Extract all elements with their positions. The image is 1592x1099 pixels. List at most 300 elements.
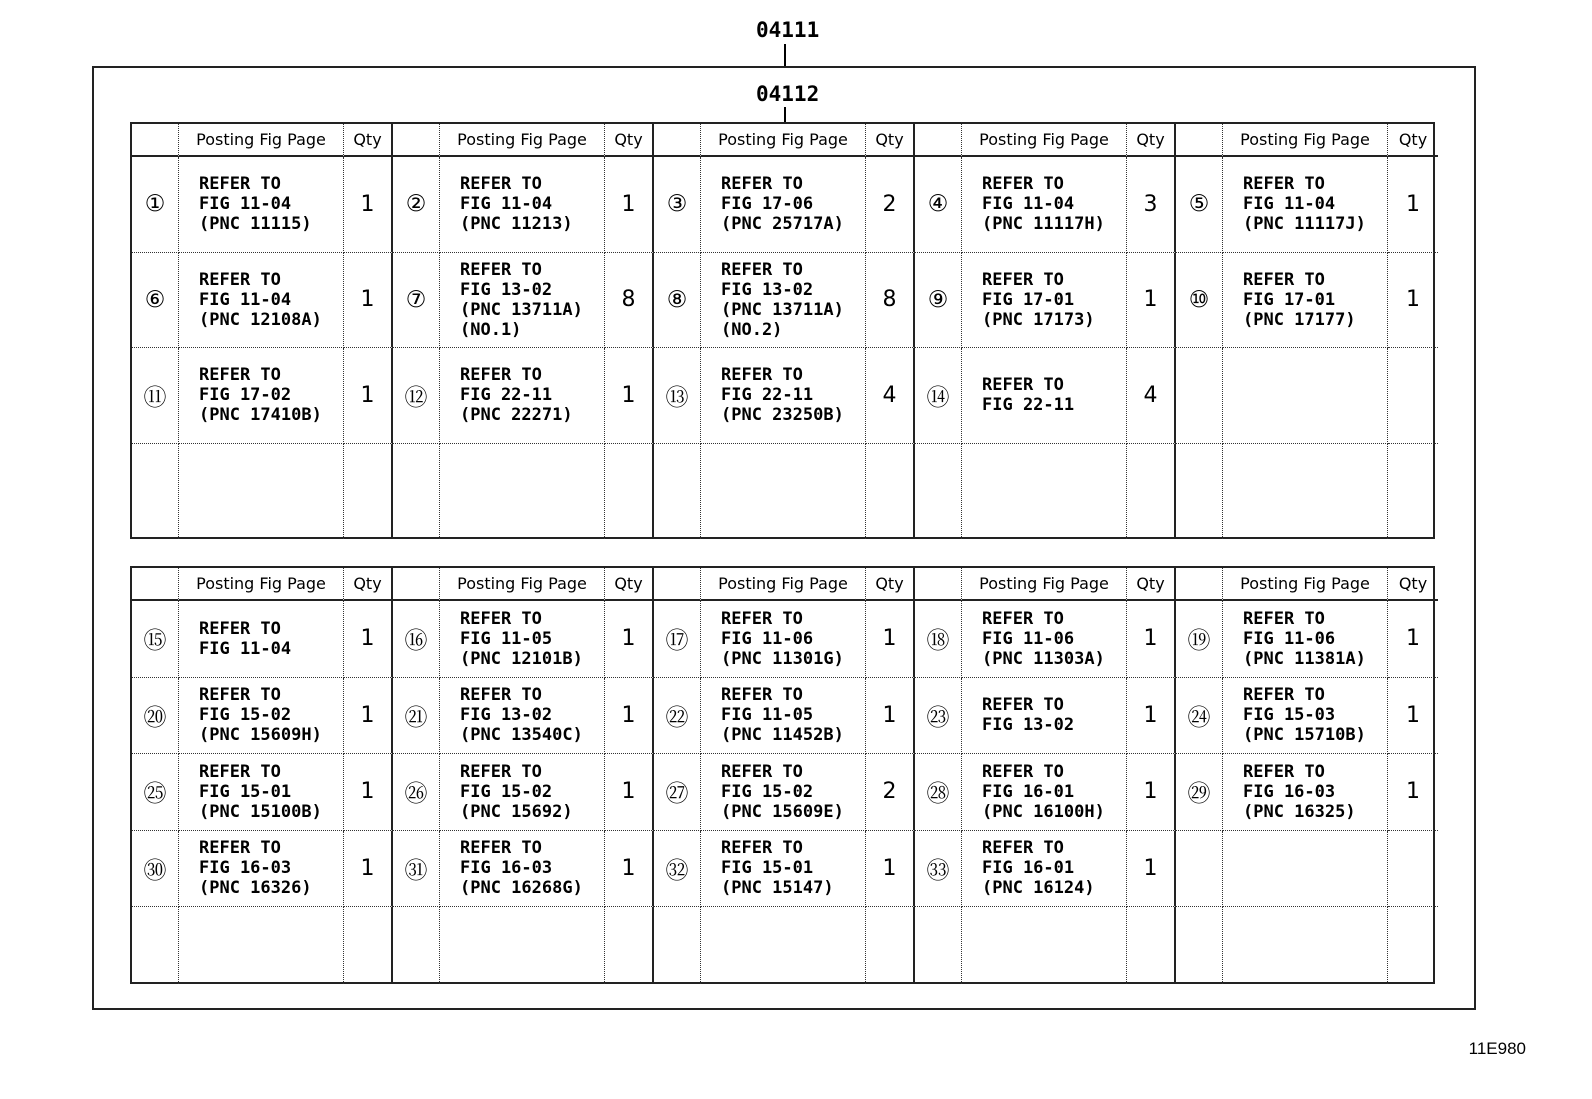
item-reference bbox=[440, 174, 573, 234]
item-qty-cell bbox=[1388, 754, 1438, 831]
item-reference-line: FIG 11-04 bbox=[199, 289, 292, 310]
item-reference-line: REFER TO bbox=[1243, 269, 1325, 290]
item-reference-cell bbox=[1223, 601, 1388, 678]
header-ref-label: Posting Fig Page bbox=[718, 130, 848, 149]
header-ref-cell bbox=[962, 124, 1127, 157]
item-number-cell bbox=[1176, 601, 1223, 678]
item-qty-cell bbox=[344, 157, 393, 253]
item-reference bbox=[179, 838, 312, 898]
item-reference-cell bbox=[962, 601, 1127, 678]
item-qty-cell bbox=[1127, 444, 1176, 540]
header-qty-label: Qty bbox=[875, 130, 904, 149]
item-reference-line: (PNC 25717A) bbox=[721, 214, 844, 235]
item-qty-cell bbox=[1127, 754, 1176, 831]
item-number: ㉔ bbox=[1187, 704, 1211, 731]
item-reference-line: (PNC 17177) bbox=[1243, 309, 1356, 330]
item-reference-cell bbox=[1223, 444, 1388, 540]
item-qty-cell bbox=[1127, 678, 1176, 755]
item-reference-cell bbox=[701, 678, 866, 755]
item-reference bbox=[701, 685, 844, 745]
item-number: ① bbox=[144, 191, 166, 218]
item-qty: 2 bbox=[882, 191, 897, 217]
item-qty-cell bbox=[605, 253, 654, 349]
item-number-cell bbox=[1176, 444, 1223, 540]
item-reference-cell bbox=[701, 907, 866, 984]
header-number-cell bbox=[132, 568, 179, 601]
item-reference-line: FIG 13-02 bbox=[460, 705, 553, 726]
item-qty: 1 bbox=[1406, 779, 1420, 805]
header-number-cell bbox=[393, 124, 440, 157]
item-qty: 4 bbox=[1143, 382, 1158, 408]
item-reference bbox=[962, 762, 1105, 822]
item-reference bbox=[440, 365, 573, 425]
header-ref-label: Posting Fig Page bbox=[718, 574, 848, 593]
item-reference-cell bbox=[1223, 253, 1388, 349]
item-reference-line: REFER TO bbox=[721, 365, 803, 386]
item-qty-cell bbox=[866, 601, 915, 678]
item-reference-cell bbox=[962, 157, 1127, 253]
item-reference-line: FIG 11-04 bbox=[1243, 194, 1336, 215]
item-reference-cell bbox=[962, 253, 1127, 349]
item-reference-line: REFER TO bbox=[460, 608, 542, 629]
item-reference-line: FIG 11-06 bbox=[982, 628, 1075, 649]
item-reference bbox=[701, 838, 834, 898]
header-qty-cell bbox=[866, 124, 915, 157]
item-qty-cell bbox=[605, 601, 654, 678]
item-reference-cell bbox=[1223, 754, 1388, 831]
item-reference-cell bbox=[179, 907, 344, 984]
item-qty: 1 bbox=[882, 626, 897, 652]
item-number: ㉙ bbox=[1187, 781, 1211, 808]
item-reference-line: FIG 11-04 bbox=[982, 194, 1075, 215]
header-qty-cell bbox=[1127, 568, 1176, 601]
header-qty-label: Qty bbox=[875, 574, 904, 593]
item-reference-line: FIG 16-03 bbox=[460, 858, 553, 879]
item-reference-cell bbox=[179, 831, 344, 908]
header-qty-label: Qty bbox=[1136, 574, 1165, 593]
item-reference-line: REFER TO bbox=[199, 365, 281, 386]
item-reference-cell bbox=[962, 907, 1127, 984]
item-reference bbox=[1223, 609, 1366, 669]
item-reference-line: REFER TO bbox=[1243, 685, 1325, 706]
item-reference-line: FIG 16-01 bbox=[982, 858, 1075, 879]
item-reference bbox=[440, 685, 583, 745]
item-qty: 1 bbox=[621, 626, 636, 652]
item-reference-cell bbox=[701, 754, 866, 831]
item-reference-line: (PNC 11303A) bbox=[982, 648, 1105, 669]
item-reference-line: REFER TO bbox=[460, 838, 542, 859]
item-number-cell bbox=[132, 253, 179, 349]
item-qty-cell bbox=[605, 157, 654, 253]
item-reference-line: (PNC 11115) bbox=[199, 214, 312, 235]
item-reference-cell bbox=[962, 831, 1127, 908]
item-reference bbox=[1223, 762, 1356, 822]
item-reference-line: FIG 16-01 bbox=[982, 781, 1075, 802]
item-reference-line: (PNC 16268G) bbox=[460, 878, 583, 899]
item-number-cell bbox=[132, 601, 179, 678]
item-reference bbox=[179, 174, 312, 234]
item-number: ㉖ bbox=[404, 781, 428, 808]
item-reference-line: REFER TO bbox=[460, 365, 542, 386]
item-reference-line: FIG 16-03 bbox=[199, 858, 292, 879]
item-qty-cell bbox=[1388, 444, 1438, 540]
item-reference-cell bbox=[440, 907, 605, 984]
item-number-cell bbox=[393, 907, 440, 984]
header-qty-cell bbox=[344, 124, 393, 157]
item-number-cell bbox=[654, 754, 701, 831]
item-reference bbox=[179, 762, 322, 822]
item-reference-line: (PNC 16100H) bbox=[982, 801, 1105, 822]
item-reference-cell bbox=[179, 444, 344, 540]
item-qty-cell bbox=[1388, 253, 1438, 349]
item-qty: 8 bbox=[621, 287, 636, 313]
item-reference bbox=[962, 609, 1105, 669]
item-number-cell bbox=[393, 754, 440, 831]
item-reference-line: FIG 13-02 bbox=[460, 279, 553, 300]
item-qty: 1 bbox=[360, 626, 375, 652]
item-qty-cell bbox=[1127, 907, 1176, 984]
item-reference-line: (PNC 17410B) bbox=[199, 405, 322, 426]
item-qty-cell bbox=[344, 601, 393, 678]
item-qty-cell bbox=[1388, 907, 1438, 984]
item-number: ⑩ bbox=[1188, 286, 1210, 313]
item-reference-line: REFER TO bbox=[199, 618, 281, 639]
item-reference-line: REFER TO bbox=[1243, 608, 1325, 629]
item-reference-cell bbox=[701, 831, 866, 908]
item-reference bbox=[962, 375, 1074, 415]
item-reference-cell bbox=[962, 444, 1127, 540]
header-ref-label: Posting Fig Page bbox=[979, 130, 1109, 149]
header-ref-label: Posting Fig Page bbox=[457, 574, 587, 593]
item-reference-line: (NO.1) bbox=[460, 319, 522, 340]
item-number: ② bbox=[405, 191, 427, 218]
item-number: ㉛ bbox=[404, 857, 428, 884]
item-number: ⑧ bbox=[666, 286, 688, 313]
item-number-cell bbox=[915, 601, 962, 678]
header-ref-cell bbox=[962, 568, 1127, 601]
item-reference bbox=[962, 270, 1095, 330]
item-qty-cell bbox=[866, 754, 915, 831]
item-number-cell bbox=[915, 754, 962, 831]
item-qty-cell bbox=[1388, 831, 1438, 908]
item-qty-cell bbox=[866, 831, 915, 908]
item-qty: 1 bbox=[360, 382, 375, 408]
item-number-cell bbox=[393, 678, 440, 755]
item-qty-cell bbox=[1127, 157, 1176, 253]
item-reference-line: (PNC 16124) bbox=[982, 878, 1095, 899]
item-qty: 1 bbox=[621, 702, 636, 728]
item-reference-line: (PNC 11117J) bbox=[1243, 214, 1366, 235]
item-reference-cell bbox=[179, 754, 344, 831]
item-qty-cell bbox=[1388, 601, 1438, 678]
item-qty: 1 bbox=[1143, 287, 1158, 313]
item-reference-line: FIG 15-02 bbox=[721, 781, 814, 802]
header-ref-label: Posting Fig Page bbox=[196, 574, 326, 593]
item-qty-cell bbox=[605, 907, 654, 984]
item-reference-line: FIG 17-01 bbox=[982, 289, 1075, 310]
item-number: ㉓ bbox=[926, 704, 950, 731]
item-number-cell bbox=[654, 444, 701, 540]
item-reference-line: FIG 16-03 bbox=[1243, 781, 1336, 802]
item-reference-cell bbox=[1223, 678, 1388, 755]
item-qty: 1 bbox=[1143, 855, 1158, 881]
item-qty-cell bbox=[605, 754, 654, 831]
item-number: ⑰ bbox=[665, 628, 689, 655]
item-number-cell bbox=[915, 253, 962, 349]
item-number: ③ bbox=[666, 191, 688, 218]
item-reference-line: REFER TO bbox=[199, 174, 281, 195]
item-number: ⑯ bbox=[404, 628, 428, 655]
item-qty: 2 bbox=[882, 779, 897, 805]
parts-table-1 bbox=[130, 122, 1435, 539]
item-reference-line: (PNC 15710B) bbox=[1243, 725, 1366, 746]
header-ref-cell bbox=[1223, 124, 1388, 157]
header-qty-cell bbox=[605, 124, 654, 157]
item-reference bbox=[1223, 174, 1366, 234]
item-qty-cell bbox=[1127, 253, 1176, 349]
item-number: ⑨ bbox=[927, 286, 949, 313]
item-reference-cell bbox=[1223, 831, 1388, 908]
header-qty-label: Qty bbox=[353, 130, 382, 149]
item-qty: 3 bbox=[1143, 191, 1158, 217]
item-number: ⑤ bbox=[1188, 191, 1210, 218]
item-reference-line: REFER TO bbox=[982, 269, 1064, 290]
item-reference-line: (NO.2) bbox=[721, 319, 783, 340]
item-reference-line: FIG 11-05 bbox=[721, 705, 814, 726]
item-reference-cell bbox=[962, 678, 1127, 755]
item-qty: 1 bbox=[360, 779, 375, 805]
item-reference-line: (PNC 16326) bbox=[199, 878, 312, 899]
item-qty: 1 bbox=[1143, 626, 1158, 652]
item-reference-cell bbox=[179, 157, 344, 253]
item-number-cell bbox=[132, 157, 179, 253]
item-reference bbox=[962, 174, 1105, 234]
item-reference-line: REFER TO bbox=[982, 695, 1064, 716]
assembly-inner-leader bbox=[784, 107, 786, 123]
item-number-cell bbox=[654, 831, 701, 908]
item-number: ㉚ bbox=[143, 857, 167, 884]
item-qty-cell bbox=[605, 444, 654, 540]
header-qty-cell bbox=[605, 568, 654, 601]
header-qty-label: Qty bbox=[614, 574, 643, 593]
assembly-outer-leader bbox=[784, 44, 786, 66]
item-qty-cell bbox=[1127, 831, 1176, 908]
header-ref-cell bbox=[701, 124, 866, 157]
item-qty-cell bbox=[344, 348, 393, 444]
item-number-cell bbox=[1176, 348, 1223, 444]
item-reference-line: (PNC 22271) bbox=[460, 405, 573, 426]
item-reference-line: REFER TO bbox=[721, 174, 803, 195]
header-ref-label: Posting Fig Page bbox=[196, 130, 326, 149]
item-reference-line: (PNC 12101B) bbox=[460, 648, 583, 669]
item-reference-line: REFER TO bbox=[721, 685, 803, 706]
item-reference-line: (PNC 11452B) bbox=[721, 725, 844, 746]
item-reference bbox=[440, 762, 573, 822]
item-number-cell bbox=[654, 253, 701, 349]
item-number-cell bbox=[393, 348, 440, 444]
item-number-cell bbox=[654, 907, 701, 984]
item-reference-cell bbox=[701, 157, 866, 253]
item-reference-cell bbox=[440, 444, 605, 540]
item-reference-line: FIG 17-01 bbox=[1243, 289, 1336, 310]
item-reference-line: REFER TO bbox=[460, 174, 542, 195]
item-reference-line: (PNC 11117H) bbox=[982, 214, 1105, 235]
item-number: ⑫ bbox=[404, 384, 428, 411]
item-qty-cell bbox=[1388, 678, 1438, 755]
item-reference-line: (PNC 11301G) bbox=[721, 648, 844, 669]
header-number-cell bbox=[654, 568, 701, 601]
item-reference bbox=[962, 838, 1095, 898]
item-reference-line: (PNC 15692) bbox=[460, 801, 573, 822]
item-number-cell bbox=[915, 157, 962, 253]
item-number: ⑱ bbox=[926, 628, 950, 655]
item-reference bbox=[440, 260, 583, 340]
item-reference-cell bbox=[440, 754, 605, 831]
item-reference-cell bbox=[440, 348, 605, 444]
item-reference-line: REFER TO bbox=[721, 838, 803, 859]
header-qty-cell bbox=[866, 568, 915, 601]
item-number-cell bbox=[654, 601, 701, 678]
item-reference-cell bbox=[179, 348, 344, 444]
item-number-cell bbox=[393, 444, 440, 540]
item-reference-line: FIG 11-06 bbox=[721, 628, 814, 649]
item-reference-line: FIG 15-02 bbox=[460, 781, 553, 802]
header-ref-cell bbox=[1223, 568, 1388, 601]
header-qty-label: Qty bbox=[1136, 130, 1165, 149]
header-qty-cell bbox=[1388, 124, 1438, 157]
parts-table-2 bbox=[130, 566, 1435, 984]
item-number: ⑬ bbox=[665, 384, 689, 411]
item-reference-line: (PNC 15147) bbox=[721, 878, 834, 899]
item-reference-cell bbox=[701, 253, 866, 349]
item-number-cell bbox=[915, 678, 962, 755]
header-ref-label: Posting Fig Page bbox=[457, 130, 587, 149]
item-qty-cell bbox=[1127, 348, 1176, 444]
header-qty-label: Qty bbox=[1398, 130, 1428, 149]
item-reference-line: (PNC 16325) bbox=[1243, 801, 1356, 822]
item-reference-cell bbox=[440, 831, 605, 908]
item-reference-line: FIG 22-11 bbox=[982, 395, 1075, 416]
item-number: ⑪ bbox=[143, 384, 167, 411]
item-qty-cell bbox=[344, 754, 393, 831]
item-reference bbox=[179, 365, 322, 425]
item-reference-cell bbox=[701, 348, 866, 444]
item-qty-cell bbox=[866, 348, 915, 444]
item-number: ㉘ bbox=[926, 781, 950, 808]
item-reference-line: FIG 15-01 bbox=[721, 858, 814, 879]
header-number-cell bbox=[393, 568, 440, 601]
item-qty: 1 bbox=[1406, 702, 1420, 728]
item-reference-cell bbox=[1223, 348, 1388, 444]
item-qty-cell bbox=[1388, 157, 1438, 253]
item-qty: 1 bbox=[621, 779, 636, 805]
item-qty-cell bbox=[1388, 348, 1438, 444]
item-reference bbox=[1223, 270, 1356, 330]
item-qty-cell bbox=[344, 831, 393, 908]
item-number-cell bbox=[132, 678, 179, 755]
header-ref-cell bbox=[440, 124, 605, 157]
item-reference-line: REFER TO bbox=[982, 608, 1064, 629]
item-reference bbox=[179, 685, 322, 745]
item-qty: 1 bbox=[621, 191, 636, 217]
item-qty: 1 bbox=[1143, 779, 1158, 805]
header-qty-label: Qty bbox=[353, 574, 382, 593]
item-qty-cell bbox=[866, 678, 915, 755]
item-reference-line: REFER TO bbox=[199, 838, 281, 859]
item-reference-line: FIG 11-04 bbox=[460, 194, 553, 215]
item-number: ㉕ bbox=[143, 781, 167, 808]
item-reference-line: REFER TO bbox=[982, 761, 1064, 782]
item-reference-line: FIG 17-02 bbox=[199, 385, 292, 406]
item-number: ⑲ bbox=[1187, 628, 1211, 655]
item-reference bbox=[1223, 685, 1366, 745]
item-number-cell bbox=[915, 444, 962, 540]
item-qty-cell bbox=[605, 831, 654, 908]
item-number-cell bbox=[915, 348, 962, 444]
item-reference-cell bbox=[179, 253, 344, 349]
item-reference-line: FIG 11-04 bbox=[199, 638, 292, 659]
item-qty: 8 bbox=[882, 287, 897, 313]
item-number: ⑦ bbox=[405, 286, 427, 313]
item-qty-cell bbox=[605, 348, 654, 444]
item-qty: 1 bbox=[360, 191, 375, 217]
item-number-cell bbox=[1176, 678, 1223, 755]
item-number: ㉗ bbox=[665, 781, 689, 808]
item-number: ⑥ bbox=[144, 286, 166, 313]
item-number-cell bbox=[393, 157, 440, 253]
header-number-cell bbox=[915, 568, 962, 601]
item-reference-line: REFER TO bbox=[199, 269, 281, 290]
item-reference bbox=[440, 838, 583, 898]
item-reference bbox=[701, 762, 844, 822]
header-ref-cell bbox=[701, 568, 866, 601]
item-number-cell bbox=[132, 907, 179, 984]
item-reference-line: REFER TO bbox=[721, 608, 803, 629]
item-reference-line: (PNC 23250B) bbox=[721, 405, 844, 426]
item-reference-line: FIG 13-02 bbox=[721, 279, 814, 300]
item-qty-cell bbox=[866, 157, 915, 253]
item-reference-line: FIG 11-04 bbox=[199, 194, 292, 215]
item-number: ⑮ bbox=[143, 628, 167, 655]
header-ref-label: Posting Fig Page bbox=[1240, 130, 1370, 149]
item-qty: 1 bbox=[1143, 702, 1158, 728]
header-qty-label: Qty bbox=[1398, 574, 1428, 593]
item-reference-line: (PNC 12108A) bbox=[199, 309, 322, 330]
item-number: ㉝ bbox=[926, 857, 950, 884]
item-number-cell bbox=[132, 444, 179, 540]
item-number-cell bbox=[393, 253, 440, 349]
item-reference-cell bbox=[962, 754, 1127, 831]
item-number-cell bbox=[915, 831, 962, 908]
item-number-cell bbox=[1176, 907, 1223, 984]
item-reference bbox=[701, 609, 844, 669]
item-reference-line: FIG 17-06 bbox=[721, 194, 814, 215]
item-reference-line: REFER TO bbox=[982, 838, 1064, 859]
figure-code: 11E980 bbox=[1468, 1039, 1526, 1058]
header-number-cell bbox=[1176, 568, 1223, 601]
item-qty-cell bbox=[344, 907, 393, 984]
item-reference-line: FIG 11-06 bbox=[1243, 628, 1336, 649]
item-qty: 1 bbox=[621, 382, 636, 408]
item-qty-cell bbox=[866, 444, 915, 540]
header-qty-label: Qty bbox=[614, 130, 643, 149]
header-ref-cell bbox=[179, 124, 344, 157]
item-number-cell bbox=[132, 348, 179, 444]
item-number-cell bbox=[654, 157, 701, 253]
item-qty-cell bbox=[866, 253, 915, 349]
item-number-cell bbox=[654, 678, 701, 755]
item-reference-line: FIG 13-02 bbox=[982, 715, 1075, 736]
